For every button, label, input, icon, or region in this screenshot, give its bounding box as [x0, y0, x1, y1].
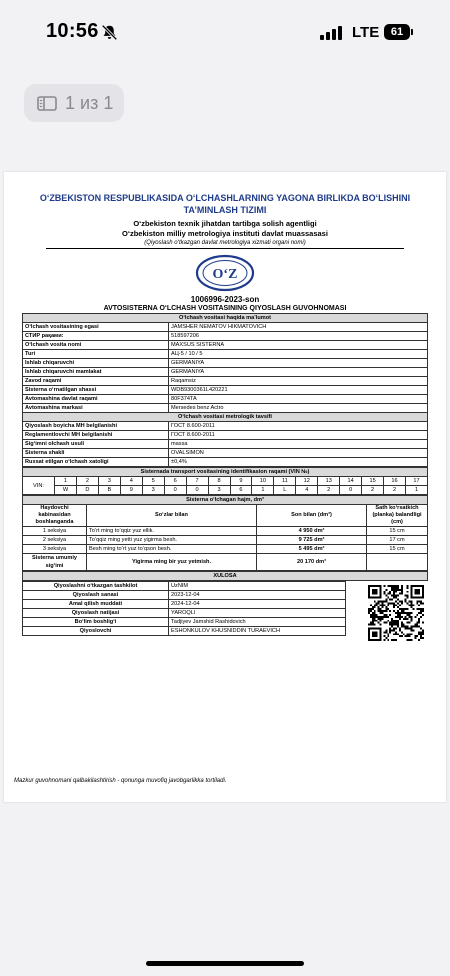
row-value: 518597206 [169, 332, 428, 341]
row-value: MAXSUS SISTERNA [169, 341, 428, 350]
vin-position-cell: 8 [208, 477, 230, 486]
row-label: Qiyoslashni o‘tkazgan tashkilot [23, 582, 169, 591]
row-label: Qiyoslash natijasi [23, 609, 169, 618]
row-value: JAMSHER NEMATOV HIKMATOVICH [169, 323, 428, 332]
section-cell: 2 seksiya [23, 536, 87, 545]
conclusion-table [22, 581, 346, 636]
vin-position-cell: 7 [186, 477, 208, 486]
vin-char-cell: L [274, 486, 296, 495]
vin-position-cell: 3 [98, 477, 120, 486]
page-indicator-button[interactable] [24, 84, 124, 122]
row-label: СТИР рақами: [23, 332, 169, 341]
table-row [23, 545, 428, 554]
row-value: GERMANIYA [169, 368, 428, 377]
table-row [23, 582, 346, 591]
row-value: ±0,4% [169, 458, 428, 467]
level-cell: 17 cm [367, 536, 428, 545]
row-label: Sisterna shakli [23, 449, 169, 458]
row-label: Ishlab chiqaruvchi [23, 359, 169, 368]
info-section-heading: O‘lchash vositasi haqida ma’lumot [23, 314, 428, 323]
info-table [22, 313, 428, 467]
conclusion-block [22, 581, 428, 636]
vin-char-cell: 2 [384, 486, 406, 495]
sidebar-icon [37, 96, 57, 111]
row-value: 2024-12-04 [169, 600, 346, 609]
row-value: ГОСТ 8.600-2011 [169, 422, 428, 431]
col-section: Haydovchi kabinasidan boshlanganda [23, 505, 87, 527]
doc-title-line1: O‘ZBEKISTON RESPUBLIKASIDA O‘LCHASHLARNING YAGONA BIRLIKDA BO‘LISHINI [39, 193, 411, 203]
volume-header-row [23, 505, 428, 527]
table-row [23, 536, 428, 545]
agency-name-1: O‘zbekiston texnik jihatdan tartibga solish agentligi [133, 219, 317, 228]
row-label: Qiyoslash boyicha MH belgilanishi [23, 422, 169, 431]
vin-position-cell: 5 [142, 477, 164, 486]
table-row [23, 341, 428, 350]
vin-char-cell: W [55, 486, 77, 495]
vin-position-cell: 1 [55, 477, 77, 486]
row-value: WDB9300361L420221 [169, 386, 428, 395]
vin-position-cell: 15 [362, 477, 384, 486]
row-value: ESHONKULOV KHUSNIDDIN TURAEVICH [169, 627, 346, 636]
vin-position-cell: 10 [252, 477, 274, 486]
certificate-title: AVTOSISTERNA O‘LCHASH VOSITASINING QIYOSLASH GUVOHNOMASI [103, 305, 347, 312]
agency-name-2: O‘zbekiston milliy metrologiya instituti davlat muassasasi [122, 229, 328, 238]
row-value: Tadjiyev Jamshid Rashidovich [169, 618, 346, 627]
number-cell: 4 950 dm³ [257, 527, 367, 536]
table-row [23, 368, 428, 377]
row-value: UzNIM [169, 582, 346, 591]
table-row [23, 359, 428, 368]
metro-section-heading: O‘lchash vositasi metrologik tavsifi [23, 413, 428, 422]
row-value: 2023-12-04 [169, 591, 346, 600]
table-row [23, 449, 428, 458]
vin-position-cell: 13 [318, 477, 340, 486]
table-row [23, 618, 346, 627]
battery-cap [411, 29, 413, 35]
table-row [23, 395, 428, 404]
document-page [4, 172, 446, 802]
row-value: ГОСТ 8.600-2011 [169, 431, 428, 440]
logo-text: O‘Z [212, 267, 238, 282]
row-value: 80F374TA [169, 395, 428, 404]
clock: 10:56 [46, 20, 99, 42]
row-label: Avtomashina davlat raqami [23, 395, 169, 404]
vin-char-cell: 3 [208, 486, 230, 495]
table-row [23, 350, 428, 359]
row-label: Bo‘lim boshlig‘i [23, 618, 169, 627]
volume-section-heading: Sisterna o‘lchagan hajm, dm³ [23, 496, 428, 505]
table-row [23, 431, 428, 440]
row-value: Mersedes benz Actro [169, 404, 428, 413]
vin-positions-row [23, 477, 428, 486]
table-row [23, 377, 428, 386]
table-row [23, 386, 428, 395]
words-cell: To‘qqiz ming yetti yuz yigirma besh. [87, 536, 257, 545]
row-value: YAROQLI [169, 609, 346, 618]
row-label: Zavod raqami [23, 377, 169, 386]
level-cell: 15 cm [367, 545, 428, 554]
vin-char-cell: D [76, 486, 98, 495]
vin-table [22, 467, 428, 495]
vin-char-cell: 6 [230, 486, 252, 495]
row-label: Ishlab chiqaruvchi mamlakat [23, 368, 169, 377]
document-content [22, 192, 428, 636]
vin-position-cell: 9 [230, 477, 252, 486]
row-label: Amal qilish muddati [23, 600, 169, 609]
vin-char-cell: 2 [318, 486, 340, 495]
vin-char-cell: 0 [164, 486, 186, 495]
col-words: So‘zlar bilan [87, 505, 257, 527]
number-cell: 5 495 dm³ [257, 545, 367, 554]
row-label: Qiyoslovchi [23, 627, 169, 636]
row-label: Reglamentlovchi MH belgilanishi [23, 431, 169, 440]
row-label: O‘lchash vositasining egasi [23, 323, 169, 332]
row-label: Turi [23, 350, 169, 359]
vin-char-cell: 0 [340, 486, 362, 495]
row-label: Sig‘imni olchash usuli [23, 440, 169, 449]
volume-table [22, 495, 428, 571]
vin-position-cell: 2 [76, 477, 98, 486]
words-cell: To‘rt ming to‘qqiz yuz ellik. [87, 527, 257, 536]
row-value: АЦ-5 / 10 / 5 [169, 350, 428, 359]
table-row [23, 332, 428, 341]
vin-char-cell: 3 [142, 486, 164, 495]
page-indicator-text: 1 из 1 [65, 92, 114, 113]
total-row [23, 554, 428, 571]
vin-position-cell: 16 [384, 477, 406, 486]
table-row [23, 527, 428, 536]
status-bar [0, 0, 450, 66]
vin-position-cell: 6 [164, 477, 186, 486]
row-value: OVALSIMON [169, 449, 428, 458]
level-cell: 15 cm [367, 527, 428, 536]
cellular-signal-icon [320, 26, 342, 40]
vin-chars-row [23, 486, 428, 495]
table-row [23, 600, 346, 609]
certificate-number: 1006996-2023-son [190, 295, 260, 304]
network-type: LTE [352, 24, 380, 41]
row-label: Qiyoslash sanasi [23, 591, 169, 600]
words-cell: Besh ming to‘rt yuz to‘qson besh. [87, 545, 257, 554]
col-number: Son bilan (dm³) [257, 505, 367, 527]
row-value: massa [169, 440, 428, 449]
row-label: Sisterna o‘rnatilgan shassi [23, 386, 169, 395]
vin-char-cell: 0 [186, 486, 208, 495]
total-words: Yigirma ming bir yuz yetmish. [87, 554, 257, 571]
qr-code-icon[interactable] [368, 585, 424, 641]
row-label: Ruxsat etilgan o‘lchash xatoligi [23, 458, 169, 467]
col-level: Sath ko‘rsatkich (planka) balandligi (cm) [367, 505, 428, 527]
vin-position-cell: 4 [120, 477, 142, 486]
vin-char-cell: B [98, 486, 120, 495]
vin-label: VIN: [23, 477, 55, 495]
section-cell: 1 seksiya [23, 527, 87, 536]
total-level [367, 554, 428, 571]
table-row [23, 609, 346, 618]
doc-title-line2: TA’MINLASH TIZIMI [183, 205, 267, 215]
row-value: GERMANIYA [169, 359, 428, 368]
vin-section-heading: Sisternada transport vositasining identifikasion raqami (VIN №) [23, 468, 428, 477]
conclusion-heading: XULOSA [23, 572, 428, 581]
row-label: O‘lchash vosita nomi [23, 341, 169, 350]
row-value: Raqamsiz [169, 377, 428, 386]
issuer-note: (Qiyoslash o‘tkazgan davlat metrologiya xizmati organi nomi) [46, 239, 404, 249]
number-cell: 9 725 dm³ [257, 536, 367, 545]
vin-position-cell: 14 [340, 477, 362, 486]
table-row [23, 591, 346, 600]
document-footnote: Mazkur guvohnomani qalbakilashtirish - qonunga muvofiq javobgarlikka tortiladi. [14, 778, 227, 784]
table-row [23, 404, 428, 413]
vin-char-cell: 1 [252, 486, 274, 495]
battery-icon: 61 [384, 24, 410, 40]
conclusion-heading-table [22, 571, 428, 581]
vin-position-cell: 17 [406, 477, 428, 486]
vin-char-cell: 1 [406, 486, 428, 495]
home-indicator[interactable] [146, 961, 304, 966]
table-row [23, 323, 428, 332]
vin-char-cell: 9 [120, 486, 142, 495]
logo [22, 253, 428, 293]
table-row [23, 627, 346, 636]
vin-char-cell: 4 [296, 486, 318, 495]
vin-char-cell: 2 [362, 486, 384, 495]
total-label: Sisterna umumiy sig‘imi [23, 554, 87, 571]
table-row [23, 458, 428, 467]
bell-muted-icon [101, 24, 118, 41]
table-row [23, 422, 428, 431]
vin-position-cell: 11 [274, 477, 296, 486]
vin-position-cell: 12 [296, 477, 318, 486]
row-label: Avtomashina markasi [23, 404, 169, 413]
table-row [23, 440, 428, 449]
section-cell: 3 seksiya [23, 545, 87, 554]
uznim-logo-icon [194, 253, 256, 293]
total-number: 20 170 dm³ [257, 554, 367, 571]
